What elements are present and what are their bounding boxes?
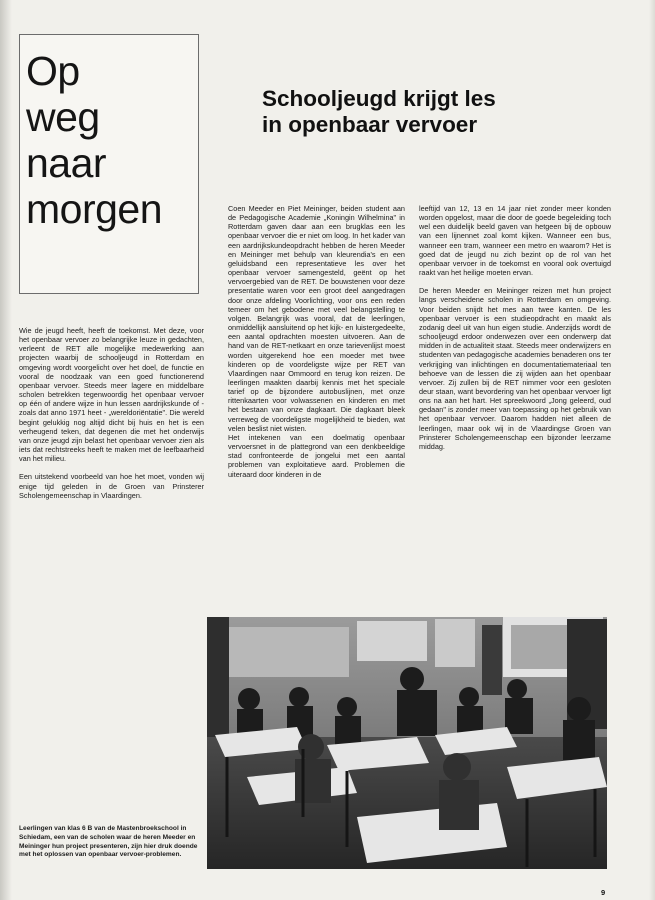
sidebar-title-line: naar bbox=[26, 140, 107, 186]
article-paragraph: leeftijd van 12, 13 en 14 jaar niet zonder meer konden worden opgelost, maar die door de goede begeleiding toch wel een duidelijk beeld gaven van hetgeen bij de opbouw van een lijnennet zoal komt kijken. Wanneer een bus, wanneer een tram, wanneer een metro en waarom? Het is goed dat de jeugd nu zich bezint op de rol van het openbaar vervoer in de toekomst en vooral ook overtuigd raakt van het heilige moeten ervan. bbox=[419, 204, 611, 278]
page-number: 9 bbox=[601, 888, 606, 897]
binding-shadow bbox=[0, 0, 12, 900]
sidebar-title-line: Op bbox=[26, 48, 80, 94]
sidebar-title bbox=[26, 48, 202, 232]
classroom-photo bbox=[207, 617, 607, 869]
photo-caption: Leerlingen van klas 6 B van de Mastenbroekschool in Schiedam, een van de scholen waar de heren Meeder en Meininger hun project presenteren, zijn hier druk doende met het oplossen van openbaar vervoer-problemen. bbox=[19, 825, 198, 859]
article-paragraph: Coen Meeder en Piet Meininger, beiden student aan de Pedagogische Academie „Koningin Wilhelmina" in Rotterdam gaven daar aan een brugklas een les openbaar vervoer die er niet om loog. In het kader van een aardrijkskundeopdracht hebben de heren Meeder en Meininger met behulp van kleurendia's en een geluidsband een representatieve les over het openbaar vervoer samengesteld, geënt op het vervoergebied van de RET. De bouwstenen voor deze presentatie waren voor een groot deel aangedragen door onze afdeling Voorlichting, voor ons een reden temeer om het gebodene met veel belangstelling te volgen. Belangrijk was vooral, dat de leerlingen, onmiddellijk aansluitend op het kijk- en luistergedeelte, een aantal opdrachten moesten uitvoeren. Aan de hand van de RET-netkaart en onze tarievenlijst moest worden uitgerekend hoe een moeder met twee kinderen op de voordeligste wijze per RET van Vlaardingen naar Ommoord en terug kon reizen. De leerlingen maakten daarbij kennis met het speciale tarief op de bijzondere autobuslijnen, met onze rittenkaarten voor volwassenen en kinderen en met het bestaan van onze dagkaart. Die dagkaart bleek verreweg de voordeligste mogelijkheid te bieden, wat velen beslist niet wisten. bbox=[228, 204, 405, 433]
intro-paragraph: Een uitstekend voorbeeld van hoe het moet, vonden wij enige tijd geleden in de Groen van Prinsterer Scholengemeenschap in Vlaardingen. bbox=[19, 472, 204, 500]
article-paragraph: De heren Meeder en Meininger reizen met hun project langs verscheidene scholen in Rotterdam en omgeving. Voor beiden snijdt het mes aan twee kanten. De les openbaar vervoer is een studieopdracht en maakt als zodanig deel uit van hun eigen studie. Anderzijds wordt de schooljeugd erdoor onderwezen over een onderwerp dat midden in de actualiteit staat. Steeds meer onderwijzers en studenten van pedagogische academies benaderen ons ter verkrijging van inlichtingen en documentatiemateriaal ten behoeve van de lessen die zij wijden aan het openbaar vervoer. Zij zullen bij de RET nimmer voor een gesloten deur staan, want bevordering van het openbaar vervoer ligt ons na aan het hart. Het spreekwoord „Jong geleerd, oud gedaan" is zonder meer van toepassing op het gebruik van het openbaar vervoer. Daarom hadden niet alleen de leerlingen, maar ook wij in de Vlaardingse Groen van Prinsterer Scholengemeenschap een bijzonder leerzame middag. bbox=[419, 286, 611, 451]
headline-line: Schooljeugd krijgt les bbox=[262, 86, 496, 111]
article-paragraph: Het intekenen van een doelmatig openbaar vervoersnet in de plattegrond van een denkbeeldige stad confronteerde de jongelui met een aantal problemen van exploitatieve aard. Problemen die uiteraard door kinderen in de bbox=[228, 432, 405, 479]
headline-line: in openbaar vervoer bbox=[262, 112, 478, 137]
article-column-2 bbox=[419, 204, 611, 460]
intro-column bbox=[19, 326, 204, 509]
intro-paragraph: Wie de jeugd heeft, heeft de toekomst. Met deze, voor het openbaar vervoer zo belangrijke leuze in gedachten, verleent de RET alle mogelijke medewerking aan projecten waarbij de schooljeugd in Rotterdam en omgeving wordt voorgelicht over het doel, de functie en vooral de noodzaak van een goed functionerend openbaar vervoer. Steeds meer lagere en middelbare scholen betrekken tegenwoordig het openbaar vervoer op één of andere wijze in hun lessen aardrijkskunde of - zoals dat anno 1971 heet - „wereldoriëntatie". Die wereld begint gelukkig nog altijd dicht bij huis en het is een verheugend teken, dat degenen die met het onderwijs van onze jeugd zijn belast het openbaar vervoer zien als iets dat rechtstreeks heeft te maken met de leefbaarheid van het milieu. bbox=[19, 326, 204, 464]
sidebar-title-line: weg bbox=[26, 94, 100, 140]
sidebar-title-line: morgen bbox=[26, 186, 163, 232]
article-column-1 bbox=[228, 204, 405, 488]
article-headline bbox=[262, 86, 632, 138]
page-edge-shadow bbox=[649, 0, 655, 900]
